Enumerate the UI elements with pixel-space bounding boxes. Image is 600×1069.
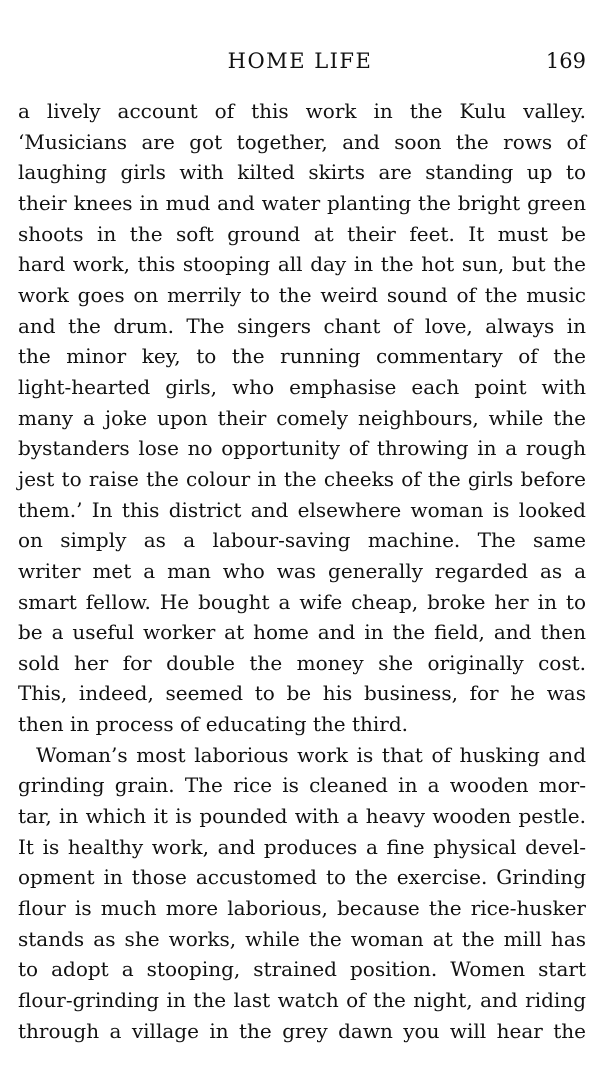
text-line: their knees in mud and water planting the bright green <box>18 190 586 215</box>
text-line: many a joke upon their comely neighbours, while the <box>18 405 586 430</box>
text-line: flour-grinding in the last watch of the night, and riding <box>18 988 586 1013</box>
text-line: tar, in which it is pounded with a heavy wooden pestle. <box>18 804 586 829</box>
text-line: stands as she works, while the woman at the mill has <box>18 926 586 951</box>
text-line: bystanders lose no opportunity of throwing in a rough <box>18 436 586 461</box>
text-line: sold her for double the money she originally cost. <box>18 650 586 675</box>
text-line: ‘Musicians are got together, and soon the rows of <box>18 129 586 154</box>
text-line: through a village in the grey dawn you will hear the <box>18 1018 586 1043</box>
text-line: Woman’s most laborious work is that of husking and <box>36 742 586 767</box>
text-line: opment in those accustomed to the exercise. Grinding <box>18 865 586 890</box>
paragraph-2 <box>18 740 586 1047</box>
text-line: work goes on merrily to the weird sound of the music <box>18 282 586 307</box>
text-line: be a useful worker at home and in the field, and then <box>18 620 586 645</box>
paragraph-1 <box>18 96 586 740</box>
page-header <box>0 46 600 76</box>
text-line: them.’ In this district and elsewhere woman is looked <box>18 497 586 522</box>
text-line: smart fellow. He bought a wife cheap, broke her in to <box>18 589 586 614</box>
text-line: and the drum. The singers chant of love, always in <box>18 313 586 338</box>
text-line: then in process of educating the third. <box>18 712 409 737</box>
text-line: jest to raise the colour in the cheeks of the girls before <box>18 466 586 491</box>
text-line: flour is much more laborious, because the rice-husker <box>18 896 586 921</box>
text-line: the minor key, to the running commentary of the <box>18 344 586 369</box>
text-line: hard work, this stooping all day in the hot sun, but the <box>18 252 586 277</box>
text-line: writer met a man who was generally regarded as a <box>18 558 586 583</box>
body-text <box>18 96 586 1046</box>
page-number: 169 <box>545 49 586 73</box>
running-title: HOME LIFE <box>227 49 373 73</box>
text-line: to adopt a stooping, strained position. Women start <box>18 957 586 982</box>
text-line: light-hearted girls, who emphasise each point with <box>18 374 586 399</box>
text-line: It is healthy work, and produces a fine physical devel- <box>18 834 586 859</box>
text-line: grinding grain. The rice is cleaned in a wooden mor- <box>18 773 586 798</box>
text-line: on simply as a labour-saving machine. The same <box>18 528 586 553</box>
text-line: a lively account of this work in the Kulu valley. <box>18 99 586 123</box>
text-line: shoots in the soft ground at their feet. It must be <box>18 221 586 246</box>
text-line: This, indeed, seemed to be his business, for he was <box>18 681 586 706</box>
text-line: laughing girls with kilted skirts are standing up to <box>18 160 586 185</box>
